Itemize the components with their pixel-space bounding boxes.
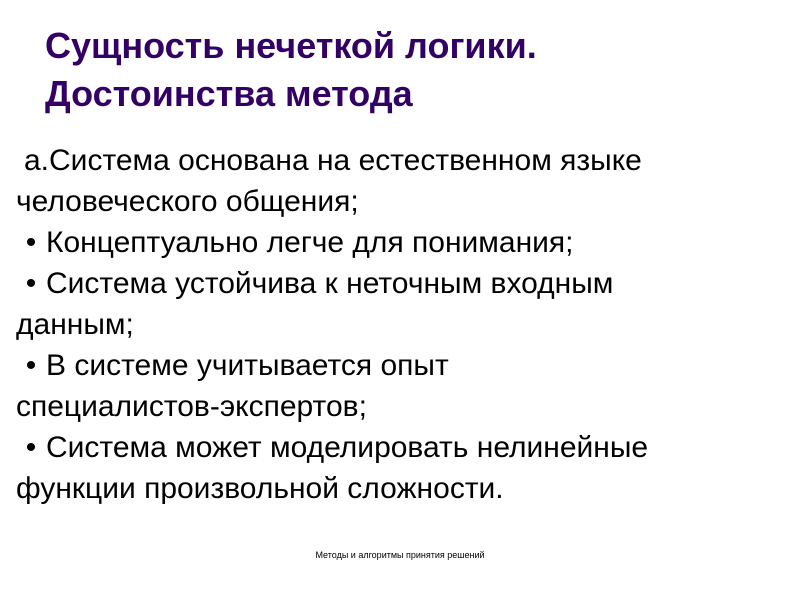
bullet-icon: • [25,431,37,464]
bullet-item-robust-text: Система устойчива к неточным входным [46,267,614,300]
slide-title-line-2: Достоинства метода [45,73,413,114]
bullet-item-nonlinear-continuation: функции произвольной сложности. [16,472,504,505]
bullet-item-experts-continuation: специалистов-экспертов; [16,390,367,423]
bullet-icon: • [25,267,37,300]
item-a-line-2: человеческого общения; [16,185,359,218]
bullet-icon: • [25,226,37,259]
bullet-item-experts-text: В системе учитывается опыт [46,349,449,382]
slide-body [16,140,791,509]
bullet-icon: • [25,349,37,382]
bullet-item-nonlinear [16,427,791,468]
slide-title-line-1: Сущность нечеткой логики. [45,25,537,66]
bullet-item-concept-text: Концептуально легче для понимания; [46,226,574,259]
bullet-item-robust [16,263,791,304]
bullet-item-experts [16,345,791,386]
slide-title [45,22,745,118]
bullet-item-robust-continuation: данным; [16,308,134,341]
slide-footer: Методы и алгоритмы принятия решений [315,550,485,560]
bullet-item-concept [16,222,791,263]
item-a-line-1: а.Система основана на естественном языке [24,144,642,177]
bullet-item-nonlinear-text: Система может моделировать нелинейные [46,431,649,464]
